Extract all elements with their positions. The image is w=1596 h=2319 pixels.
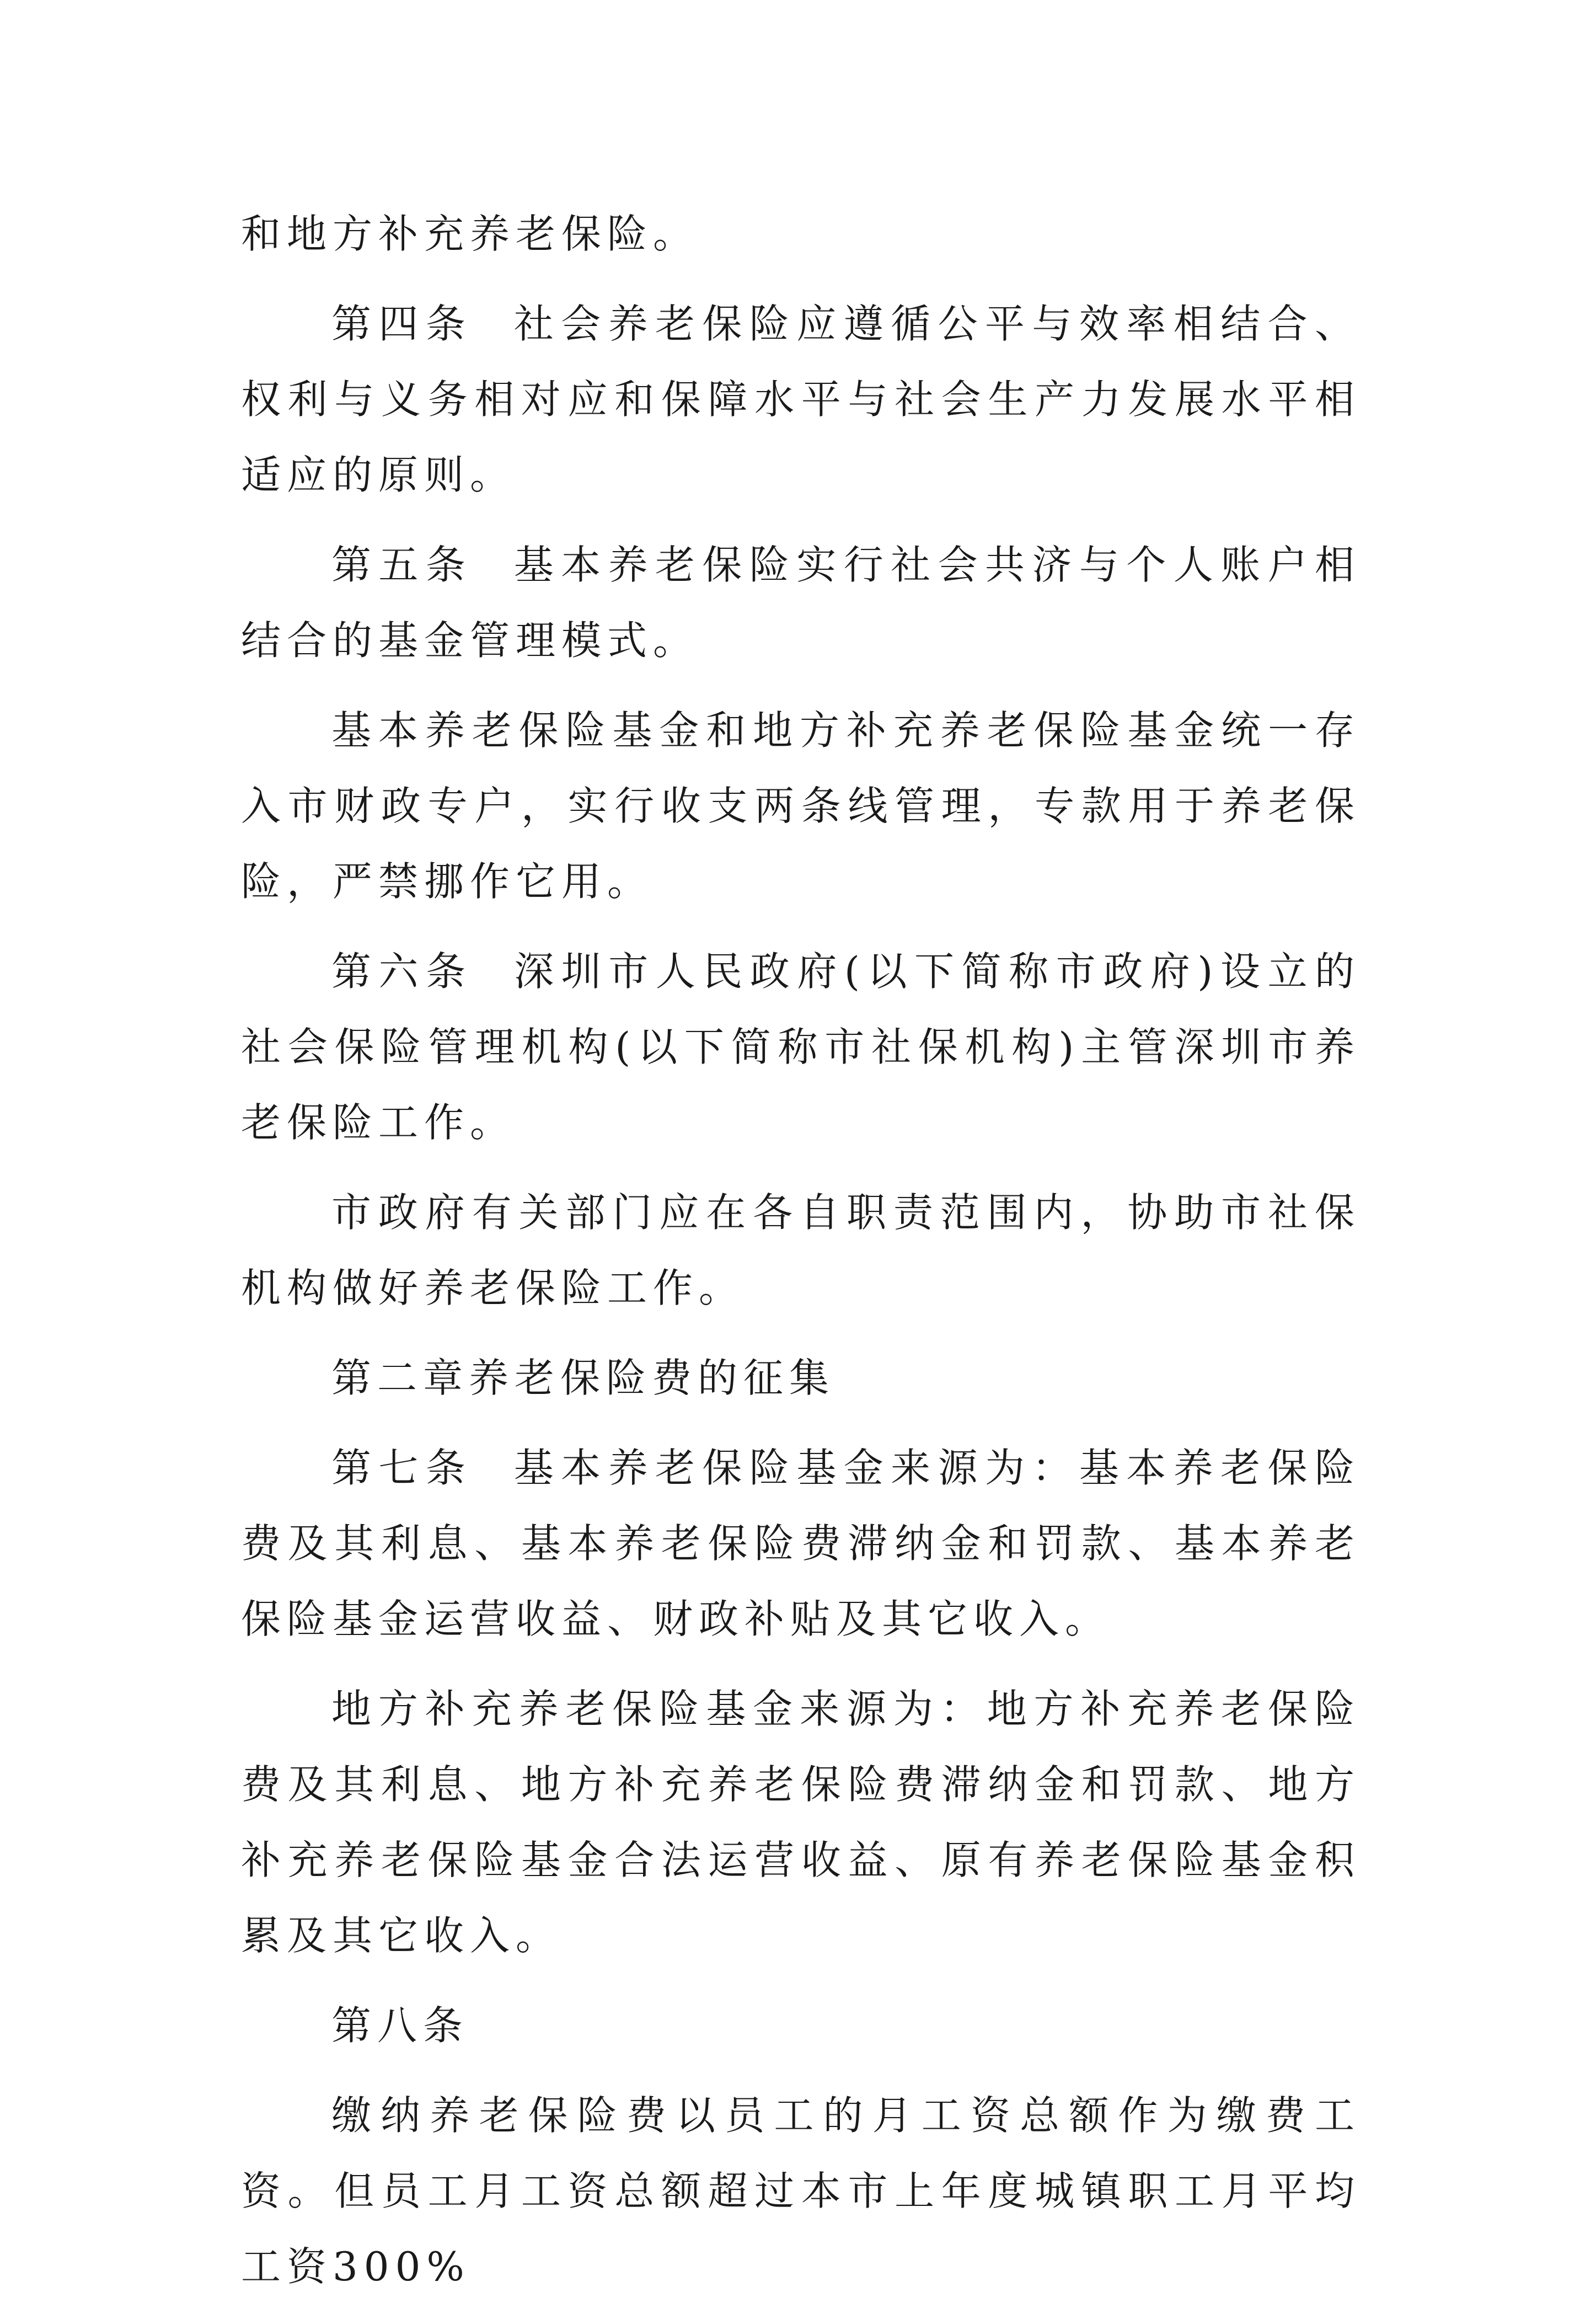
- paragraph-local-fund-sources: [241, 1671, 1361, 1974]
- article-label: 第六条: [331, 948, 473, 995]
- paragraph-departments: [241, 1175, 1361, 1326]
- article-6: [241, 934, 1361, 1161]
- article-5: [241, 527, 1361, 678]
- paragraph-text: 市政府有关部门应在各自职责范围内，协助市社保机构做好养老保险工作。: [241, 1189, 1361, 1311]
- article-text: 深圳市人民政府(以下简称市政府)设立的社会保险管理机构(以下简称市社保机构)主管深圳市养老保险工作。: [241, 948, 1361, 1146]
- article-text: 基本养老保险实行社会共济与个人账户相结合的基金管理模式。: [241, 542, 1361, 664]
- paragraph-text: 和地方补充养老保险。: [241, 211, 699, 257]
- article-text: 社会养老保险应遵循公平与效率相结合、权利与义务相对应和保障水平与社会生产力发展水平相适应的原则。: [241, 301, 1361, 498]
- chapter-title: 第二章养老保险费的征集: [331, 1355, 836, 1401]
- article-label: 第四条: [331, 301, 473, 347]
- paragraph-fund-deposit: [241, 693, 1361, 920]
- article-8: [241, 1988, 1361, 2064]
- article-label: 第五条: [331, 542, 473, 588]
- chapter-2-heading: [241, 1340, 1361, 1416]
- paragraph-continuation: [241, 196, 1361, 272]
- paragraph-contribution-wage: [241, 2078, 1361, 2305]
- document-body: [241, 196, 1361, 2319]
- article-label: 第八条: [331, 2002, 469, 2049]
- article-label: 第七条: [331, 1445, 473, 1491]
- paragraph-text: 缴纳养老保险费以员工的月工资总额作为缴费工资。但员工月工资总额超过本市上年度城镇职工月平均工资300%: [241, 2092, 1361, 2290]
- article-text: 基本养老保险基金来源为：基本养老保险费及其利息、基本养老保险费滞纳金和罚款、基本养老保险基金运营收益、财政补贴及其它收入。: [241, 1445, 1361, 1642]
- article-4: [241, 286, 1361, 513]
- article-7: [241, 1430, 1361, 1657]
- paragraph-text: 地方补充养老保险基金来源为：地方补充养老保险费及其利息、地方补充养老保险费滞纳金和罚款、地方补充养老保险基金合法运营收益、原有养老保险基金积累及其它收入。: [241, 1686, 1361, 1959]
- paragraph-text: 基本养老保险基金和地方补充养老保险基金统一存入市财政专户，实行收支两条线管理，专款用于养老保险，严禁挪作它用。: [241, 707, 1361, 905]
